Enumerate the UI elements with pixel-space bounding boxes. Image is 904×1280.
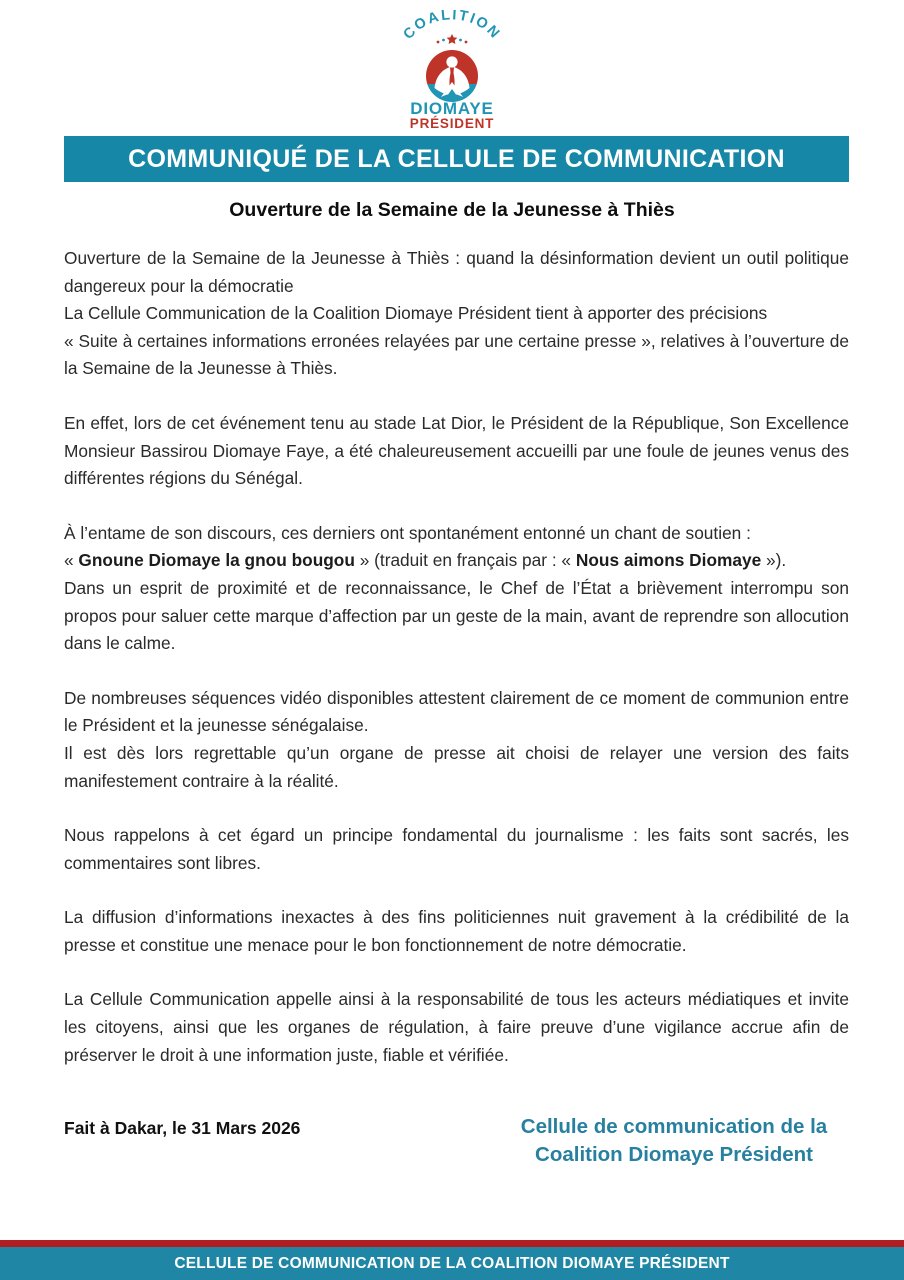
paragraph-line: De nombreuses séquences vidéo disponibles attestent clairement de ce moment de communion entre le Président et la jeunesse sénégalaise. [64,687,849,736]
paragraph-line: Ouverture de la Semaine de la Jeunesse à Thiès : quand la désinformation devient un outil politique dangereux pour la démocratie [64,248,849,296]
signature-line-2: Coalition Diomaye Président [535,1143,813,1167]
paragraph-line: La Cellule Communication de la Coalition Diomaye Président tient à apporter des précisions [64,303,768,324]
quote-wolof: Gnoune Diomaye la gnou bougou [78,550,355,571]
quote-close: »). [761,550,787,571]
banner-title: COMMUNIQUÉ DE LA CELLULE DE COMMUNICATION [128,144,785,173]
paragraph-7 [64,986,849,1069]
stars-icon [437,34,468,44]
paragraph-line: À l’entame de son discours, ces derniers ont spontanément entonné un chant de soutien : [64,522,751,543]
footer-bar-text: CELLULE DE COMMUNICATION DE LA COALITION DIOMAYE PRÉSIDENT [174,1254,730,1272]
paragraph-line: Il est dès lors regrettable qu’un organe de presse ait choisi de relayer une version des faits manifestement contraire à la réalité. [64,742,849,791]
paragraph-line-quote [64,547,849,575]
paragraph-1 [64,245,849,383]
paragraph-line: La Cellule Communication appelle ainsi à la responsabilité de tous les acteurs médiatiques et invite les citoyens, ainsi que les organes de régulation, à faire preuve d’une vigilance accrue afin de préserver le droit à une information juste, fiable et vérifiée. [64,989,849,1065]
paragraph-3 [64,520,849,658]
signature-line-1: Cellule de communication de la [520,1115,828,1139]
paragraph-line: En effet, lors de cet événement tenu au stade Lat Dior, le Président de la République, Son Excellence Monsieur Bassirou Diomaye Faye, a été chaleureusement accueilli par une foule de jeunes venus des différentes régions du Sénégal. [64,412,849,489]
banner [64,136,849,182]
paragraph-5 [64,822,849,877]
document-body [64,245,849,1069]
footer-teal-bar [0,1247,904,1280]
coalition-arc-text: COALITION [400,10,504,43]
quote-french: Nous aimons Diomaye [575,550,762,571]
paragraph-2 [64,410,849,493]
paragraph-line: « Suite à certaines informations erronées relayées par une certaine presse », relatives à l’ouverture de la Semaine de la Jeunesse à Thiès. [64,330,849,379]
emblem-disc-icon [424,48,480,104]
footer-red-bar [0,1240,904,1247]
signature-block [499,1113,849,1169]
paragraph-line: Nous rappelons à cet égard un principe fondamental du journalisme : les faits sont sacrés, les commentaires sont libres. [64,825,849,873]
document-subtitle: Ouverture de la Semaine de la Jeunesse à Thiès [229,199,675,221]
signoff-row [64,1113,849,1169]
quote-middle: » (traduit en français par : « [354,550,576,571]
date-line: Fait à Dakar, le 31 Mars 2026 [64,1118,301,1139]
paragraph-6 [64,904,849,959]
paragraph-4 [64,685,849,795]
coalition-logo-icon [396,10,508,130]
paragraph-line: Dans un esprit de proximité et de reconnaissance, le Chef de l’État a brièvement interrompu son propos pour saluer cette marque d’affection par un geste de la main, avant de reprendre son allocution dans le calme. [64,577,849,654]
logo-president-text: PRÉSIDENT [409,116,495,130]
coalition-logo [0,0,904,130]
paragraph-line: La diffusion d’informations inexactes à des fins politiciennes nuit gravement à la crédibilité de la presse et constitue une menace pour le bon fonctionnement de notre démocratie. [64,907,849,955]
quote-open: « [64,550,79,571]
logo-diomaye-text: DIOMAYE [410,99,494,118]
